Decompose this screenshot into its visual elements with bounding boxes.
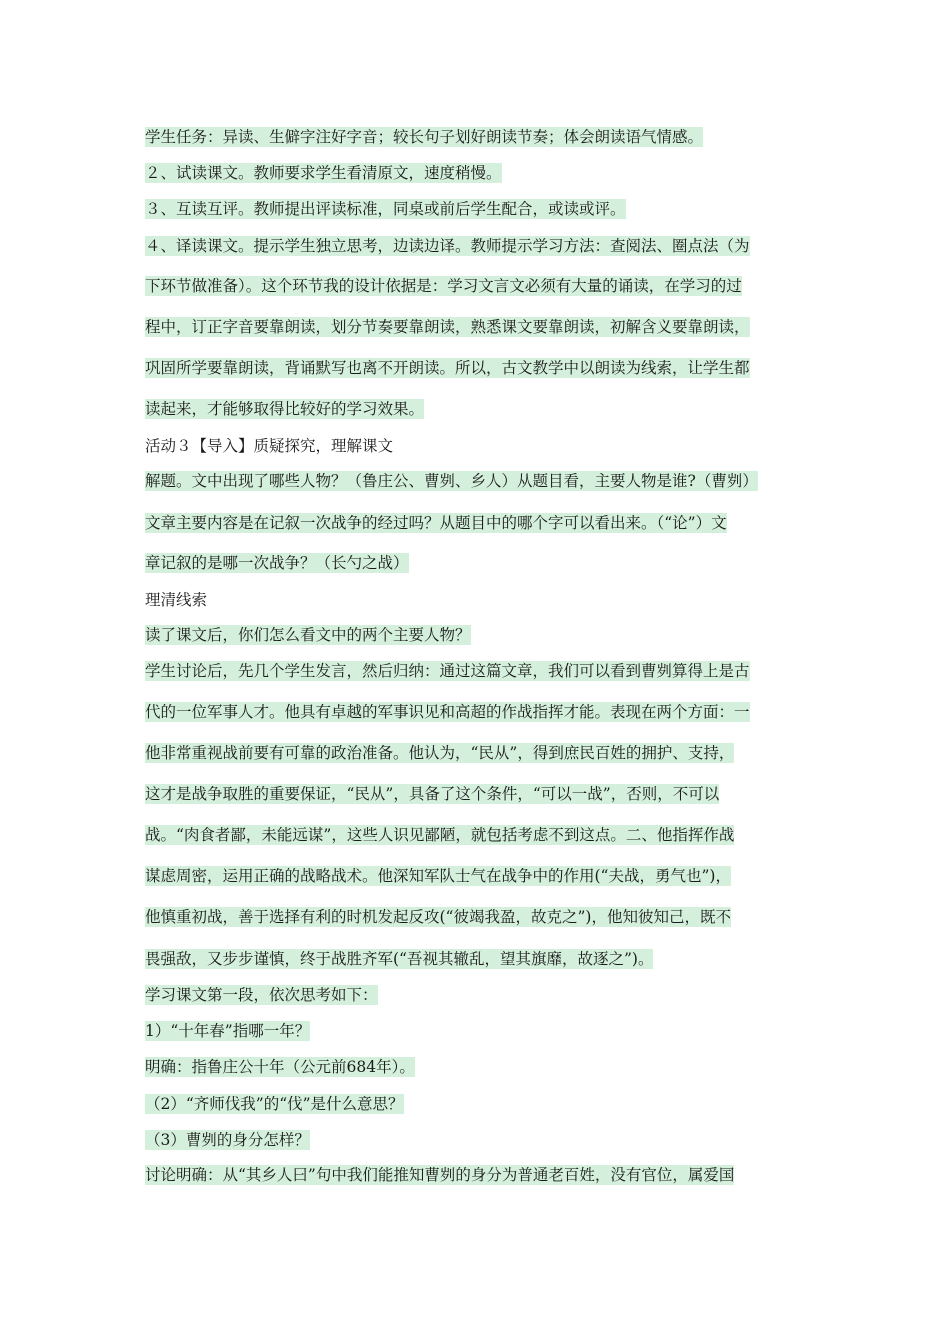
text-line xyxy=(145,276,807,296)
line-text: 活动３【导入】质疑探究，理解课文 xyxy=(145,437,394,455)
line-text: ４、译读课文。提示学生独立思考，边读边译。教师提示学习方法：查阅法、圈点法（为 xyxy=(145,237,750,255)
text-line xyxy=(145,553,807,573)
line-text: 讨论明确：从“其乡人曰”句中我们能推知曹刿的身分为普通老百姓，没有官位，属爱国 xyxy=(145,1166,735,1184)
text-line xyxy=(145,985,807,1005)
line-text: 程中，订正字音要靠朗读，划分节奏要靠朗读，熟悉课文要靠朗读，初解含义要靠朗读， xyxy=(145,318,750,336)
line-text: 畏强敌，又步步谨慎，终于战胜齐军(“吾视其辙乱，望其旗靡，故逐之”)。 xyxy=(145,950,654,968)
line-text: 读了课文后，你们怎么看文中的两个主要人物？ xyxy=(145,626,471,644)
line-text: 这才是战争取胜的重要保证，“民从”，具备了这个条件，“可以一战”，否则，不可以 xyxy=(145,785,720,803)
text-line xyxy=(145,1094,807,1114)
text-line xyxy=(145,866,807,886)
line-text: 他非常重视战前要有可靠的政治准备。他认为，“民从”，得到庶民百姓的拥护、支持， xyxy=(145,744,735,762)
text-line xyxy=(145,1057,807,1077)
line-text: 章记叙的是哪一次战争？（长勺之战） xyxy=(145,554,409,572)
section-heading xyxy=(145,436,807,456)
text-line xyxy=(145,1021,807,1041)
text-line xyxy=(145,907,807,927)
line-text: ２、试读课文。教师要求学生看清原文，速度稍慢。 xyxy=(145,164,502,182)
text-line xyxy=(145,825,807,845)
line-text: 理清线索 xyxy=(145,591,208,609)
text-line xyxy=(145,702,807,722)
line-text: 学生讨论后，先几个学生发言，然后归纳：通过这篇文章，我们可以看到曹刿算得上是古 xyxy=(145,662,750,680)
text-line xyxy=(145,199,807,219)
text-line xyxy=(145,513,807,533)
line-text: 解题。文中出现了哪些人物？（鲁庄公、曹刿、乡人）从题目看，主要人物是谁?（曹刿） xyxy=(145,472,758,490)
line-text: （3）曹刿的身分怎样？ xyxy=(145,1131,310,1149)
line-text: 读起来，才能够取得比较好的学习效果。 xyxy=(145,400,425,418)
text-line xyxy=(145,743,807,763)
text-line xyxy=(145,661,807,681)
text-line xyxy=(145,399,807,419)
text-line xyxy=(145,625,807,645)
line-text: 学生任务：异读、生僻字注好字音；较长句子划好朗读节奏；体会朗读语气情感。 xyxy=(145,128,704,146)
line-text: ３、互读互评。教师提出评读标准，同桌或前后学生配合，或读或评。 xyxy=(145,200,626,218)
line-text: 他慎重初战，善于选择有利的时机发起反攻(“彼竭我盈，故克之”)，他知彼知己，既不 xyxy=(145,908,731,926)
line-text: 1）“十年春”指哪一年？ xyxy=(145,1022,311,1040)
line-text: 下环节做准备）。这个环节我的设计依据是：学习文言文必须有大量的诵读，在学习的过 xyxy=(145,277,742,295)
line-text: 明确：指鲁庄公十年（公元前684年）。 xyxy=(145,1058,415,1076)
line-text: （2）“齐师伐我”的“伐”是什么意思？ xyxy=(145,1095,404,1113)
subheading xyxy=(145,590,807,610)
line-text: 文章主要内容是在记叙一次战争的经过吗？从题目中的哪个字可以看出来。（“论”）文 xyxy=(145,514,727,532)
text-line xyxy=(145,1130,807,1150)
line-text: 巩固所学要靠朗读，背诵默写也离不开朗读。所以，古文教学中以朗读为线索，让学生都 xyxy=(145,359,750,377)
text-line xyxy=(145,127,807,147)
line-text: 战。“肉食者鄙，未能远谋”，这些人识见鄙陋，就包括考虑不到这点。二、他指挥作战 xyxy=(145,826,735,844)
text-line xyxy=(145,784,807,804)
text-line xyxy=(145,949,807,969)
text-line xyxy=(145,163,807,183)
text-line xyxy=(145,317,807,337)
text-line xyxy=(145,236,807,256)
line-text: 谋虑周密，运用正确的战略战术。他深知军队士气在战争中的作用(“夫战，勇气也”)， xyxy=(145,867,731,885)
text-line xyxy=(145,358,807,378)
text-line xyxy=(145,471,807,491)
line-text: 学习课文第一段，依次思考如下： xyxy=(145,986,378,1004)
text-line xyxy=(145,1165,807,1185)
line-text: 代的一位军事人才。他具有卓越的军事识见和高超的作战指挥才能。表现在两个方面：一 xyxy=(145,703,750,721)
